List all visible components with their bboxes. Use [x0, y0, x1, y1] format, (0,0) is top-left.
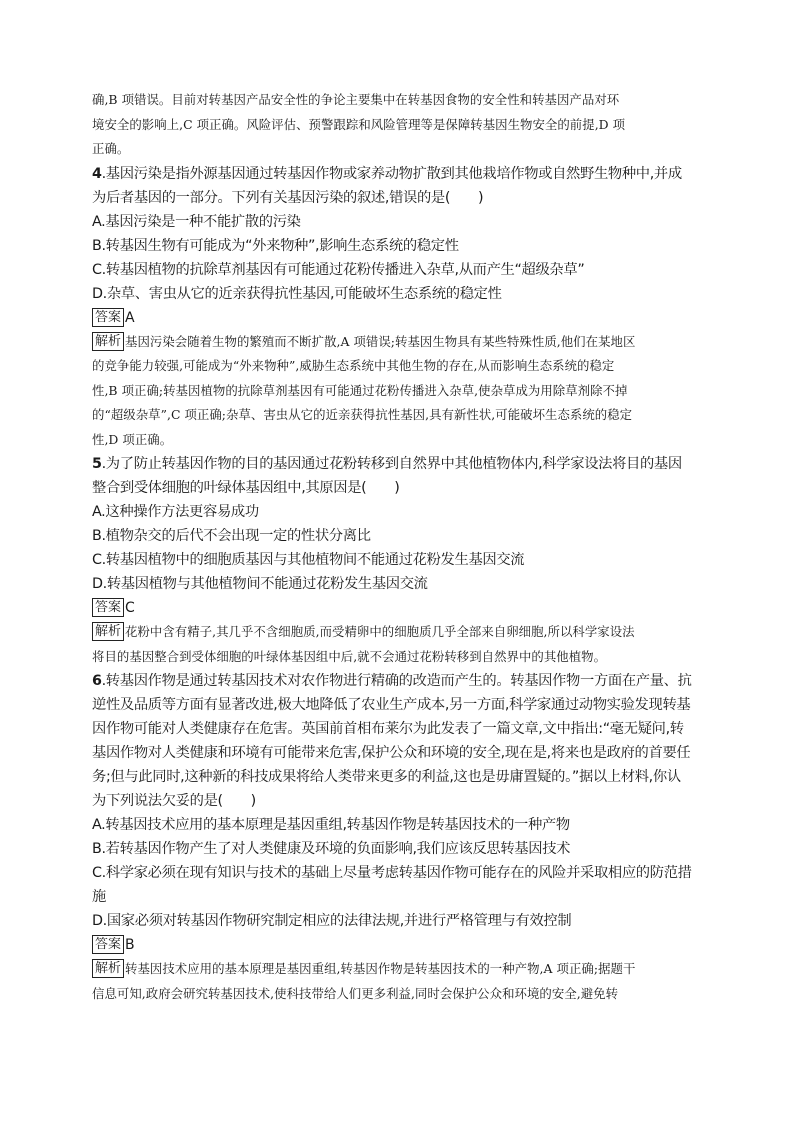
question-number: 6 — [92, 673, 102, 689]
question-stem-line: 6.转基因作物是通过转基因技术对农作物进行精确的改造而产生的。转基因作物一方面在产量、抗 — [92, 673, 692, 689]
answer-value: C — [125, 600, 135, 616]
option-a: A.这种操作方法更容易成功 — [92, 504, 259, 520]
explanation-line: 确,B 项错误。目前对转基因产品安全性的争论主要集中在转基因食物的安全性和转基因产品对环 — [92, 92, 620, 107]
document-page — [92, 88, 704, 1006]
explanation-line: 的竞争能力较强,可能成为“外来物种”,威胁生态系统中其他生物的存在,从而影响生态系统的稳定 — [92, 358, 615, 373]
option-b: B.植物杂交的后代不会出现一定的性状分离比 — [92, 528, 371, 544]
option-b: B.若转基因作物产生了对人类健康及环境的负面影响,我们应该反思转基因技术 — [92, 841, 571, 857]
answer-value: A — [125, 309, 135, 326]
option-d: D.杂草、害虫从它的近亲获得抗性基因,可能破坏生态系统的稳定性 — [92, 285, 502, 302]
question-stem-line: 整合到受体细胞的叶绿体基因组中,其原因是( ) — [92, 480, 400, 496]
option-c: C.科学家必须在现有知识与技术的基础上尽量考虑转基因作物可能存在的风险并采取相应的防范措 — [92, 865, 692, 881]
explanation-line: 性,D 项正确。 — [92, 431, 173, 447]
answer-label: 答案 — [92, 598, 124, 617]
question-stem-line: 为后者基因的一部分。下列有关基因污染的叙述,错误的是( ) — [92, 189, 484, 206]
question-5 — [92, 452, 704, 669]
question-stem-line: 为下列说法欠妥的是( ) — [92, 793, 256, 809]
intro-explanation — [92, 88, 704, 162]
option-c-continued: 施 — [92, 889, 106, 905]
answer-row — [92, 306, 704, 330]
explanation-line: 正确。 — [92, 141, 130, 156]
question-4 — [92, 162, 704, 453]
question-stem-line: 4.基因污染是指外源基因通过转基因作物或家养动物扩散到其他栽培作物或自然野生物种中,并成 — [92, 165, 682, 182]
question-6 — [92, 669, 704, 1006]
answer-row — [92, 933, 704, 957]
option-d: D.国家必须对转基因作物研究制定相应的法律法规,并进行严格管理与有效控制 — [92, 913, 572, 929]
answer-value: B — [125, 937, 135, 953]
question-stem-line: 逆性及品质等方面有显著改进,极大地降低了农业生产成本,另一方面,科学家通过动物实验发现转基 — [92, 697, 691, 713]
question-number: 5 — [92, 456, 102, 472]
explanation-line: 的“超级杂草”,C 项正确;杂草、害虫从它的近亲获得抗性基因,具有新性状,可能破坏生态系统的稳定 — [92, 407, 633, 422]
option-c: C.转基因植物的抗除草剂基因有可能通过花粉传播进入杂草,从而产生“超级杂草” — [92, 261, 585, 278]
option-a: A.转基因技术应用的基本原理是基因重组,转基因作物是转基因技术的一种产物 — [92, 817, 570, 833]
explanation-line: 解析 花粉中含有精子,其几乎不含细胞质,而受精卵中的细胞质几乎全部来自卵细胞,所以科学家设法 — [92, 620, 704, 645]
explanation-label: 解析 — [92, 622, 124, 641]
answer-label: 答案 — [92, 308, 124, 327]
explanation-line: 境安全的影响上,C 项正确。风险评估、预警跟踪和风险管理等是保障转基因生物安全的前提,D 项 — [92, 116, 626, 132]
answer-label: 答案 — [92, 935, 124, 954]
explanation-line: 解析 转基因技术应用的基本原理是基因重组,转基因作物是转基因技术的一种产物,A 项正确;据题干 — [92, 957, 704, 982]
option-c: C.转基因植物中的细胞质基因与其他植物间不能通过花粉发生基因交流 — [92, 552, 525, 568]
explanation-line: 信息可知,政府会研究转基因技术,使科技带给人们更多利益,同时会保护公众和环境的安全,避免转 — [92, 985, 619, 1001]
option-b: B.转基因生物有可能成为“外来物种”,影响生态系统的稳定性 — [92, 237, 459, 254]
explanation-line: 性,B 项正确;转基因植物的抗除草剂基因有可能通过花粉传播进入杂草,使杂草成为用除草剂除不掉 — [92, 382, 628, 398]
question-stem-line: 务;但与此同时,这种新的科技成果将给人类带来更多的利益,这也是毋庸置疑的。”据以上材料,你认 — [92, 769, 681, 785]
explanation-line: 将目的基因整合到受体细胞的叶绿体基因组中后,就不会通过花粉转移到自然界中的其他植物。 — [92, 648, 607, 664]
explanation-label: 解析 — [92, 332, 124, 351]
option-a: A.基因污染是一种不能扩散的污染 — [92, 213, 301, 230]
answer-row — [92, 596, 704, 620]
question-number: 4 — [92, 165, 102, 182]
question-stem-line: 5.为了防止转基因作物的目的基因通过花粉转移到自然界中其他植物体内,科学家设法将目的基因 — [92, 456, 682, 472]
option-d: D.转基因植物与其他植物间不能通过花粉发生基因交流 — [92, 576, 428, 592]
explanation-line: 解析 基因污染会随着生物的繁殖而不断扩散,A 项错误;转基因生物具有某些特殊性质,他们在某地区 — [92, 330, 704, 355]
question-stem-line: 因作物可能对人类健康存在危害。英国前首相布莱尔为此发表了一篇文章,文中指出:“毫无疑问,转 — [92, 721, 684, 737]
explanation-label: 解析 — [92, 959, 124, 978]
question-stem-line: 基因作物对人类健康和环境有可能带来危害,保护公众和环境的安全,现在是,将来也是政府的首要任 — [92, 745, 691, 761]
